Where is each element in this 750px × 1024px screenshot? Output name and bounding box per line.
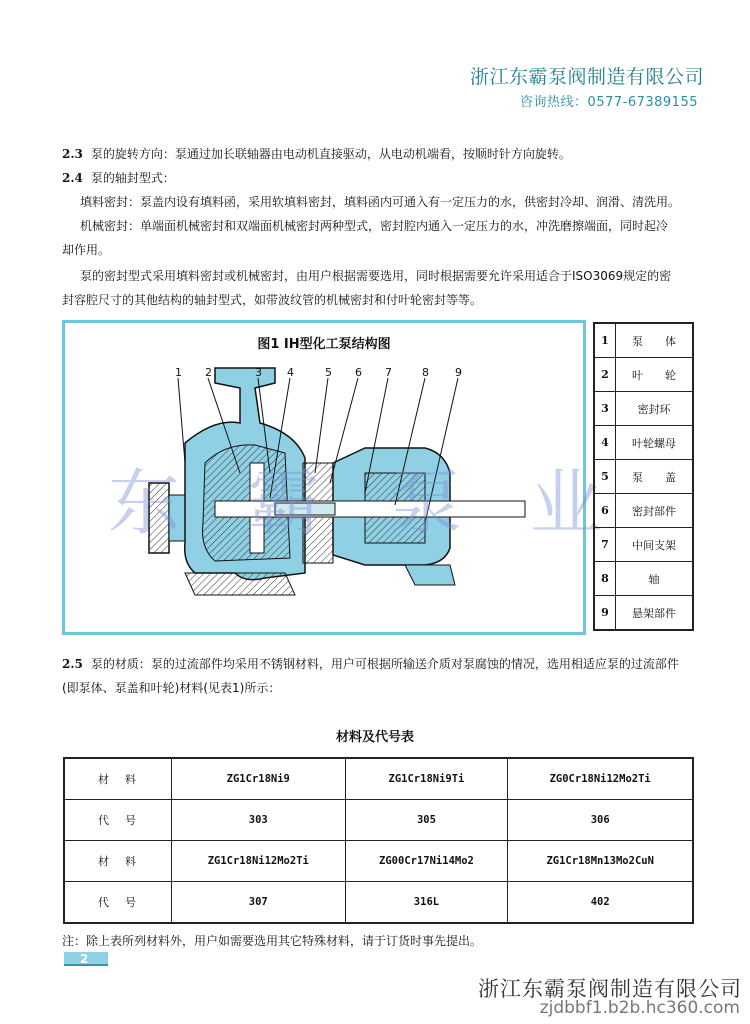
section-number: 2.3 (62, 147, 83, 161)
part-name: 中间支架 (616, 528, 694, 562)
table-cell: ZG1Cr18Ni9 (172, 758, 346, 800)
part-name: 叶 轮 (616, 358, 694, 392)
table-row (594, 494, 693, 528)
table-cell: ZG1Cr18Mn13Mo2CuN (508, 841, 693, 882)
material-code-table (63, 757, 694, 924)
part-number: 9 (594, 596, 616, 631)
part-name: 泵 盖 (616, 460, 694, 494)
part-number: 7 (594, 528, 616, 562)
callout-7: 7 (385, 366, 392, 379)
section-number: 2.4 (62, 171, 83, 185)
part-number: 4 (594, 426, 616, 460)
table-cell: ZG1Cr18Ni12Mo2Ti (172, 841, 346, 882)
part-name: 泵 体 (616, 323, 694, 358)
mechanical-seal-paragraph-cont: 却作用。 (62, 243, 111, 257)
table-cell: 402 (508, 882, 693, 924)
table-cell: 305 (345, 800, 508, 841)
seal-type-paragraph: 泵的密封型式采用填料密封或机械密封，由用户根据需要选用，同时根据需要允许采用适合于ISO3069规定的密 (80, 269, 672, 283)
figure-title: 图1 IH型化工泵结构图 (257, 337, 391, 352)
part-name: 密封环 (616, 392, 694, 426)
table-row (594, 323, 693, 358)
watermark-char: 东 (108, 461, 181, 545)
table-row (594, 562, 693, 596)
row-label: 代号 (64, 800, 172, 841)
packing-seal-paragraph: 填料密封：泵盖内设有填料函，采用软填料密封，填料函内可通入有一定压力的水，供密封冷却、润滑、清洗用。 (80, 195, 681, 209)
parts-list-table (593, 322, 694, 631)
material-table-title: 材料及代号表 (335, 730, 414, 745)
table-cell: 316L (345, 882, 508, 924)
part-number: 2 (594, 358, 616, 392)
callout-4: 4 (287, 366, 294, 379)
watermark-char: 泵 (390, 461, 463, 545)
part-number: 5 (594, 460, 616, 494)
part-number: 1 (594, 323, 616, 358)
header-hotline: 咨询热线：0577-67389155 (520, 95, 698, 110)
section-text: 泵的轴封型式： (90, 171, 175, 185)
table-row (594, 596, 693, 631)
watermark-char: 业 (530, 461, 603, 545)
callout-5: 5 (325, 366, 332, 379)
footer-company-name: 浙江东霸泵阀制造有限公司 (478, 977, 742, 1001)
part-name: 密封部件 (616, 494, 694, 528)
section-number: 2.5 (62, 657, 83, 671)
watermark-char: 霸 (248, 461, 321, 545)
table-cell: 307 (172, 882, 346, 924)
table-row (64, 758, 693, 800)
callout-9: 9 (455, 366, 462, 379)
table-row (594, 392, 693, 426)
footer-url: zjdbbf1.b2b.hc360.com (539, 998, 740, 1018)
part-number: 3 (594, 392, 616, 426)
callout-3: 3 (255, 366, 262, 379)
header-company-name: 浙江东霸泵阀制造有限公司 (469, 66, 704, 88)
section-text: 泵的材质：泵的过流部件均采用不锈钢材料，用户可根据所输送介质对泵腐蚀的情况，选用相适应泵的过流部件 (90, 657, 679, 671)
section-2-5-cont: (即泵体、泵盖和叶轮)材料(见表1)所示： (62, 681, 281, 695)
table-cell: ZG00Cr17Ni14Mo2 (345, 841, 508, 882)
table-cell: ZG1Cr18Ni9Ti (345, 758, 508, 800)
row-label: 材料 (64, 758, 172, 800)
seal-type-paragraph-cont: 封容腔尺寸的其他结构的轴封型式，如带波纹管的机械密封和付叶轮密封等等。 (62, 293, 483, 307)
section-text: 泵的旋转方向：泵通过加长联轴器由电动机直接驱动，从电动机端看，按顺时针方向旋转。 (90, 147, 571, 161)
callout-6: 6 (355, 366, 362, 379)
table-row (594, 358, 693, 392)
table-cell: ZG0Cr18Ni12Mo2Ti (508, 758, 693, 800)
table-row (594, 528, 693, 562)
part-number: 6 (594, 494, 616, 528)
mechanical-seal-paragraph: 机械密封：单端面机械密封和双端面机械密封两种型式，密封腔内通入一定压力的水，冲洗磨擦端面，同时起冷 (80, 219, 669, 233)
material-note: 注：除上表所列材料外，用户如需要选用其它特殊材料，请于订货时事先提出。 (62, 934, 483, 948)
section-2-4 (62, 170, 175, 186)
part-number: 8 (594, 562, 616, 596)
table-row (64, 882, 693, 924)
part-name: 轴 (616, 562, 694, 596)
row-label: 代号 (64, 882, 172, 924)
callout-8: 8 (422, 366, 429, 379)
table-row (594, 460, 693, 494)
page-number: 2 (64, 952, 108, 966)
callout-1: 1 (175, 366, 182, 379)
section-2-5 (62, 656, 679, 672)
table-row (594, 426, 693, 460)
table-cell: 306 (508, 800, 693, 841)
row-label: 材料 (64, 841, 172, 882)
table-row (64, 841, 693, 882)
table-row (64, 800, 693, 841)
table-cell: 303 (172, 800, 346, 841)
callout-2: 2 (205, 366, 212, 379)
part-name: 叶轮螺母 (616, 426, 694, 460)
part-name: 悬架部件 (616, 596, 694, 631)
section-2-3 (62, 146, 571, 162)
